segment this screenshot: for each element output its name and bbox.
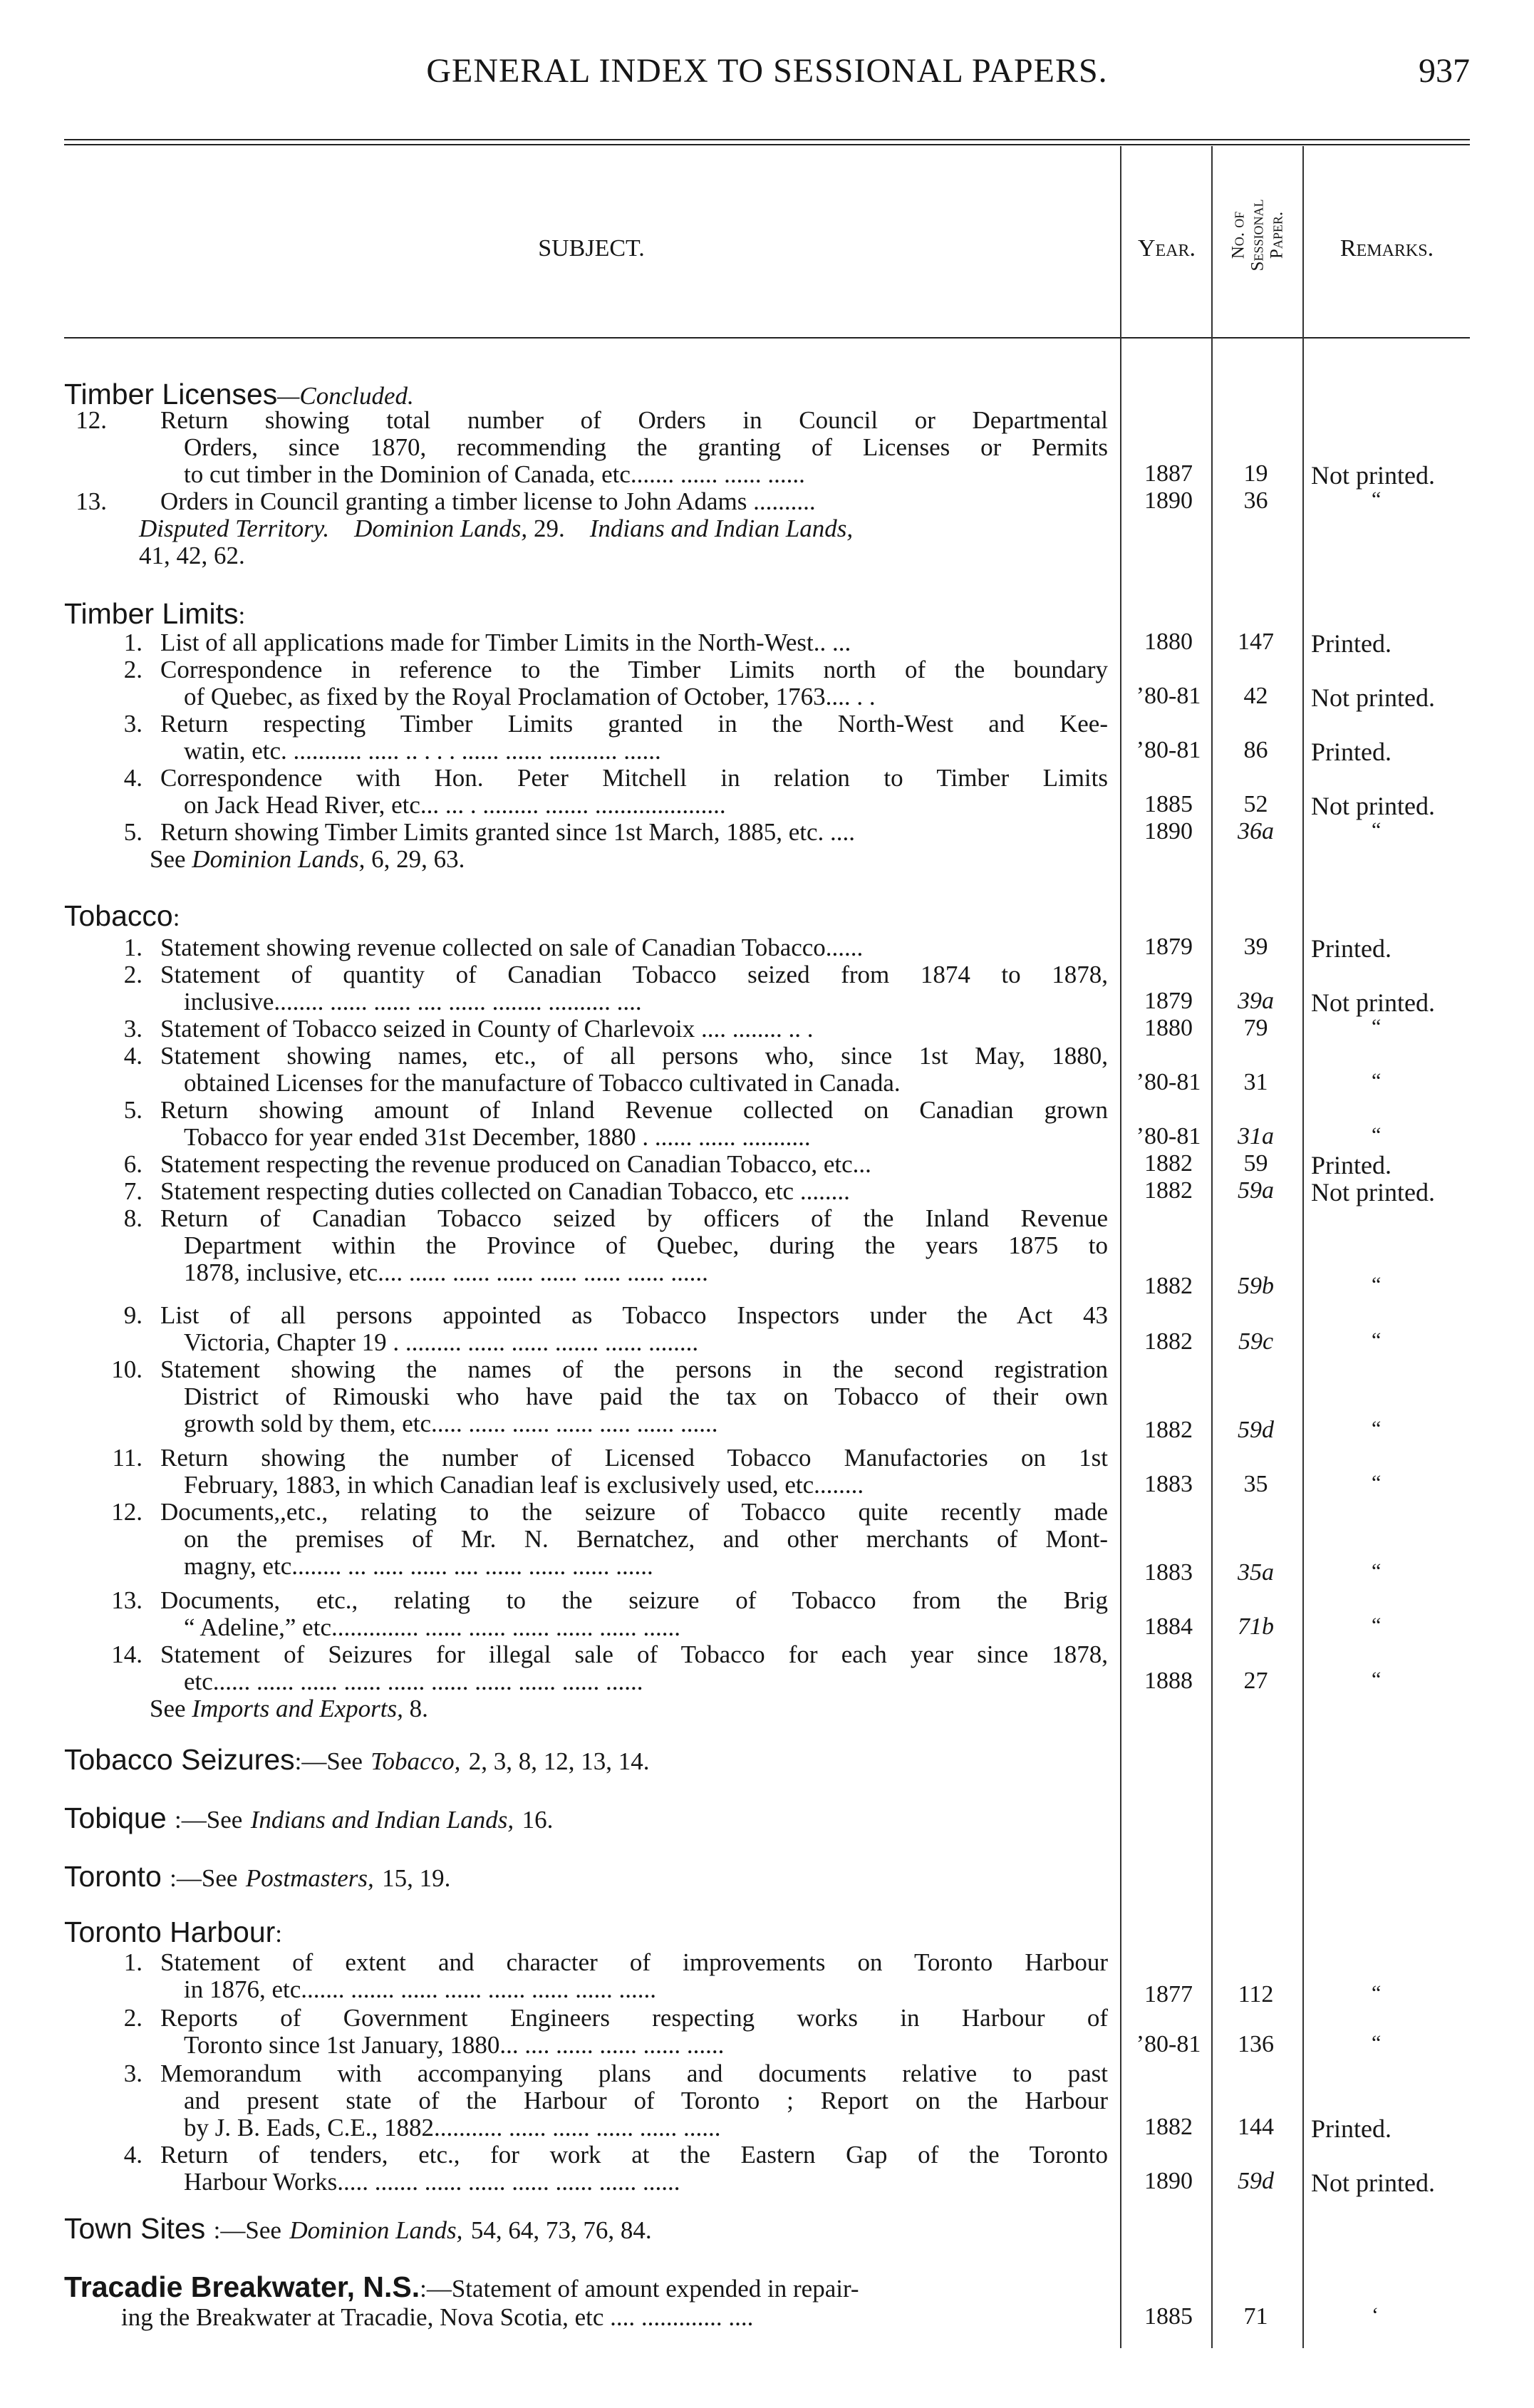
ditto-mark: “ xyxy=(1372,1471,1382,1494)
page-number: 937 xyxy=(1419,52,1470,90)
item-text: and present state of the Harbour of Toronto ; Report on the Harbour xyxy=(184,2087,1108,2114)
item-text: in 1876, etc....... ....... ...... ...... ...... ...... ...... ...... xyxy=(184,1975,657,2003)
year-cell: 1880 xyxy=(1144,629,1193,655)
heading-title: Tobacco xyxy=(64,899,173,932)
ditto-mark: “ xyxy=(1372,1668,1382,1691)
column-divider-year xyxy=(1120,146,1121,2348)
entry-heading-toronto xyxy=(64,1860,450,1893)
item-text: Documents,,etc., relating to the seizure of Tobacco quite recently made xyxy=(160,1498,1108,1526)
item-text: District of Rimouski who have paid the tax on Tobacco of their own xyxy=(184,1383,1108,1410)
paper-number-cell: 39a xyxy=(1238,988,1274,1014)
xref-target: Tobacco, xyxy=(370,1747,461,1775)
item-number: 3. xyxy=(123,1015,142,1043)
heading-title: Tobique xyxy=(64,1802,167,1834)
ditto-mark: “ xyxy=(1372,1015,1382,1038)
heading-see: :—See xyxy=(213,2216,281,2244)
entry-heading-tobacco xyxy=(64,899,180,933)
item-text: Statement of quantity of Canadian Tobacco seized from 1874 to 1878, xyxy=(160,961,1108,988)
item-text: February, 1883, in which Canadian leaf is exclusively used, etc........ xyxy=(184,1471,864,1499)
item-text: watin, etc. ........... ..... .. . . . ...... ...... ........... ...... xyxy=(184,737,661,765)
paper-number-cell: 136 xyxy=(1238,2031,1274,2057)
year-cell: ’80-81 xyxy=(1136,1069,1201,1095)
item-number: 5. xyxy=(123,1096,142,1124)
item-text: Return showing total number of Orders in Council or Departmental xyxy=(160,406,1108,434)
xref-1: Disputed Territory. xyxy=(139,515,330,542)
item-text: Tobacco for year ended 31st December, 1880 . ...... ...... ........... xyxy=(184,1123,811,1151)
column-divider-remarks xyxy=(1302,146,1304,2348)
item-text: of Quebec, as fixed by the Royal Proclamation of October, 1763.... . . xyxy=(184,683,876,710)
item-number: 3. xyxy=(123,2060,142,2087)
entry-heading-tobique xyxy=(64,1802,553,1835)
heading-text: :—Statement of amount expended in repair- xyxy=(420,2275,859,2303)
paper-number-cell: 27 xyxy=(1243,1668,1268,1694)
paper-number-cell: 71 xyxy=(1243,2303,1268,2330)
item-text: Statement showing revenue collected on sale of Canadian Tobacco...... xyxy=(160,934,864,961)
item-number: 2. xyxy=(123,961,142,988)
heading-title: Tobacco Seizures xyxy=(64,1743,295,1776)
xref-3-refs: 41, 42, 62. xyxy=(139,542,245,569)
item-text: 1878, inclusive, etc.... ...... ...... ...... ...... ...... ...... ...... xyxy=(184,1259,708,1286)
item-number: 3. xyxy=(123,710,142,738)
year-cell: ’80-81 xyxy=(1136,2031,1201,2057)
item-text: Statement respecting the revenue produced on Canadian Tobacco, etc... xyxy=(160,1150,871,1178)
remarks-cell: Printed. xyxy=(1311,738,1392,766)
heading-suffix: : xyxy=(275,1920,283,1948)
year-cell: 1888 xyxy=(1144,1668,1193,1694)
heading-see: :—See xyxy=(175,1806,243,1834)
item-number: 9. xyxy=(123,1301,142,1329)
ditto-mark: “ xyxy=(1372,1273,1382,1296)
year-cell: 1890 xyxy=(1144,487,1193,514)
item-number: 1. xyxy=(123,934,142,961)
item-number: 12. xyxy=(111,1498,142,1526)
item-text: etc...... ...... ...... ...... ...... ...... ...... ...... ...... ...... xyxy=(184,1668,643,1695)
paper-number-cell: 36a xyxy=(1238,818,1274,844)
paper-number-cell: 19 xyxy=(1243,460,1268,487)
no-header-line3: Paper. xyxy=(1267,211,1287,259)
item-text: Correspondence in reference to the Timber Limits north of the boundary xyxy=(160,656,1108,683)
item-text: growth sold by them, etc..... ...... ...... ...... ..... ...... ...... xyxy=(184,1410,718,1437)
item-text: on the premises of Mr. N. Bernatchez, and other merchants of Mont- xyxy=(184,1525,1108,1553)
year-column-header: Year. xyxy=(1137,235,1196,262)
item-number: 11. xyxy=(112,1444,142,1472)
item-text: Statement respecting duties collected on Canadian Tobacco, etc ........ xyxy=(160,1177,850,1205)
ditto-mark: ‘ xyxy=(1372,2303,1379,2327)
item-text: magny, etc........ ... ..... ...... .... ...... ...... ...... ...... xyxy=(184,1552,653,1580)
remarks-cell: Printed. xyxy=(1311,2114,1392,2143)
entry-heading-timber-limits xyxy=(64,597,245,631)
xref-target: Imports and Exports, xyxy=(192,1695,403,1722)
item-text: Harbour Works..... ....... ...... ...... ...... ...... ...... ...... xyxy=(184,2168,680,2196)
ditto-mark: “ xyxy=(1372,1559,1382,1583)
year-cell: 1890 xyxy=(1144,818,1193,844)
year-cell: 1882 xyxy=(1144,1150,1193,1177)
item-number: 4. xyxy=(123,764,142,792)
year-cell: 1882 xyxy=(1144,1177,1193,1204)
ditto-mark: “ xyxy=(1372,1613,1382,1637)
xref-refs: 16. xyxy=(522,1806,554,1834)
item-text: ing the Breakwater at Tracadie, Nova Scotia, etc .... ............. .... xyxy=(121,2303,754,2331)
item-number: 2. xyxy=(123,2004,142,2032)
year-cell: 1883 xyxy=(1144,1559,1193,1586)
year-cell: 1887 xyxy=(1144,460,1193,487)
heading-title: Tracadie Breakwater, N.S. xyxy=(64,2270,420,2303)
item-number: 13. xyxy=(76,487,107,515)
item-number: 10. xyxy=(111,1355,142,1383)
cross-reference xyxy=(150,1695,428,1723)
year-cell: 1890 xyxy=(1144,2168,1193,2194)
entry-heading-tobacco-seizures xyxy=(64,1743,650,1777)
item-number: 13. xyxy=(111,1586,142,1614)
item-text: List of all persons appointed as Tobacco Inspectors under the Act 43 xyxy=(160,1301,1108,1329)
ditto-mark: “ xyxy=(1372,818,1382,842)
heading-title: Timber Limits xyxy=(64,597,239,630)
heading-suffix: —Concluded. xyxy=(277,382,414,410)
no-header-line2: Sessional xyxy=(1248,199,1268,272)
remarks-cell: Printed. xyxy=(1311,934,1392,963)
paper-number-cell: 52 xyxy=(1243,791,1268,817)
xref-see: See xyxy=(150,845,186,873)
running-head xyxy=(64,51,1470,108)
paper-number-cell: 59a xyxy=(1238,1177,1274,1204)
paper-number-cell: 31 xyxy=(1243,1069,1268,1095)
xref-refs: 54, 64, 73, 76, 84. xyxy=(470,2216,652,2244)
item-text: inclusive........ ...... ...... .... ...... ........ .......... .... xyxy=(184,988,642,1016)
xref-3: Indians and Indian Lands, xyxy=(589,515,854,542)
ditto-mark: “ xyxy=(1372,1981,1382,2005)
ditto-mark: “ xyxy=(1372,2031,1382,2055)
heading-suffix: : xyxy=(172,904,180,931)
paper-number-cell: 144 xyxy=(1238,2114,1274,2140)
year-cell: 1882 xyxy=(1144,1328,1193,1355)
xref-refs: 15, 19. xyxy=(382,1864,451,1892)
cross-reference xyxy=(150,845,465,874)
year-cell: 1882 xyxy=(1144,2114,1193,2140)
year-cell: 1882 xyxy=(1144,1417,1193,1443)
year-cell: ’80-81 xyxy=(1136,1123,1201,1149)
item-number: 8. xyxy=(123,1204,142,1232)
year-cell: ’80-81 xyxy=(1136,683,1201,709)
running-title: GENERAL INDEX TO SESSIONAL PAPERS. xyxy=(426,52,1108,90)
remarks-cell: Printed. xyxy=(1311,1151,1392,1179)
item-text: Memorandum with accompanying plans and documents relative to past xyxy=(160,2060,1108,2087)
paper-number-cell: 36 xyxy=(1243,487,1268,514)
paper-number-cell: 59c xyxy=(1238,1328,1274,1355)
year-cell: 1879 xyxy=(1144,988,1193,1014)
item-text: Statement showing the names of the persons in the second registration xyxy=(160,1355,1108,1383)
xref-refs: 6, 29, 63. xyxy=(371,845,465,873)
item-text: Victoria, Chapter 19 . ......... ...... ...... ....... ...... ........ xyxy=(184,1328,699,1356)
heading-title: Town Sites xyxy=(64,2212,206,2245)
heading-title: Toronto xyxy=(64,1860,162,1893)
year-cell: 1885 xyxy=(1144,2303,1193,2330)
header-bottom-rule xyxy=(64,337,1470,339)
item-number: 7. xyxy=(123,1177,142,1205)
paper-number-cell: 59 xyxy=(1243,1150,1268,1177)
item-number: 1. xyxy=(123,629,142,656)
paper-number-cell: 59d xyxy=(1238,1417,1274,1443)
xref-see: See xyxy=(150,1695,186,1722)
remarks-cell: Not printed. xyxy=(1311,1178,1435,1206)
remarks-cell: Not printed. xyxy=(1311,461,1435,490)
paper-number-cell: 112 xyxy=(1238,1981,1274,2007)
item-number: 2. xyxy=(123,656,142,683)
remarks-cell: Not printed. xyxy=(1311,2169,1435,2197)
item-text: to cut timber in the Dominion of Canada, etc....... ...... ...... ...... xyxy=(184,460,805,488)
year-cell: 1879 xyxy=(1144,934,1193,960)
xref-target: Dominion Lands, xyxy=(192,845,366,873)
heading-see: :—See xyxy=(170,1864,238,1892)
xref-refs: 2, 3, 8, 12, 13, 14. xyxy=(468,1747,650,1775)
item-text: obtained Licenses for the manufacture of Tobacco cultivated in Canada. xyxy=(184,1069,901,1097)
item-text: on Jack Head River, etc... ... . ......... ....... ..................... xyxy=(184,791,726,819)
paper-number-cell: 71b xyxy=(1238,1613,1274,1640)
remarks-cell: Not printed. xyxy=(1311,988,1435,1017)
item-number: 4. xyxy=(123,2141,142,2169)
year-cell: ’80-81 xyxy=(1136,737,1201,763)
remarks-cell: Not printed. xyxy=(1311,683,1435,712)
year-cell: 1884 xyxy=(1144,1613,1193,1640)
xref-2: Dominion Lands, xyxy=(354,515,528,542)
item-number: 1. xyxy=(123,1948,142,1976)
heading-title: Toronto Harbour xyxy=(64,1916,276,1948)
paper-number-cell: 39 xyxy=(1243,934,1268,960)
item-text: Documents, etc., relating to the seizure of Tobacco from the Brig xyxy=(160,1586,1108,1614)
item-number: 14. xyxy=(111,1640,142,1668)
xref-refs: 8. xyxy=(409,1695,428,1722)
paper-number-cell: 86 xyxy=(1243,737,1268,763)
item-number: 12. xyxy=(76,406,107,434)
item-text: Return of Canadian Tobacco seized by officers of the Inland Revenue xyxy=(160,1204,1108,1232)
item-text: Correspondence with Hon. Peter Mitchell in relation to Timber Limits xyxy=(160,764,1108,792)
paper-number-cell: 42 xyxy=(1243,683,1268,709)
heading-title: Timber Licenses xyxy=(64,378,278,410)
item-text: Reports of Government Engineers respecting works in Harbour of xyxy=(160,2004,1108,2032)
paper-number-cell: 31a xyxy=(1238,1123,1274,1149)
paper-number-cell: 35 xyxy=(1243,1471,1268,1497)
xref-target: Postmasters, xyxy=(245,1864,374,1892)
paper-number-cell: 79 xyxy=(1243,1015,1268,1041)
item-text: Orders, since 1870, recommending the granting of Licenses or Permits xyxy=(184,433,1108,461)
ditto-mark: “ xyxy=(1372,1328,1382,1352)
item-text: Statement of Seizures for illegal sale of Tobacco for each year since 1878, xyxy=(160,1640,1108,1668)
item-text: Orders in Council granting a timber license to John Adams .......... xyxy=(160,487,816,515)
item-number: 6. xyxy=(123,1150,142,1178)
item-text: List of all applications made for Timber Limits in the North-West.. ... xyxy=(160,629,851,656)
paper-number-cell: 147 xyxy=(1238,629,1274,655)
cross-reference xyxy=(139,515,853,543)
subject-column-header: SUBJECT. xyxy=(538,235,645,262)
year-cell: 1885 xyxy=(1144,791,1193,817)
paper-number-cell: 59b xyxy=(1238,1273,1274,1299)
item-text: “ Adeline,” etc.............. ...... ...... ...... ...... ...... ...... xyxy=(184,1613,680,1641)
entry-heading-tracadie xyxy=(64,2270,859,2304)
entry-heading-town-sites xyxy=(64,2212,652,2246)
item-text: Department within the Province of Quebec, during the years 1875 to xyxy=(184,1231,1108,1259)
item-text: Return showing the number of Licensed Tobacco Manufactories on 1st xyxy=(160,1444,1108,1472)
item-number: 5. xyxy=(123,818,142,846)
item-text: Return showing amount of Inland Revenue collected on Canadian grown xyxy=(160,1096,1108,1124)
remarks-cell: Not printed. xyxy=(1311,792,1435,820)
ditto-mark: “ xyxy=(1372,1417,1382,1440)
year-cell: 1883 xyxy=(1144,1471,1193,1497)
sessional-paper-column-header xyxy=(1215,143,1300,328)
xref-target: Indians and Indian Lands, xyxy=(250,1806,514,1834)
top-rule xyxy=(64,139,1470,140)
item-text: by J. B. Eads, C.E., 1882........... ...... ...... ...... ...... ...... xyxy=(184,2114,721,2141)
entry-heading-toronto-harbour xyxy=(64,1916,282,1949)
item-number: 4. xyxy=(123,1042,142,1070)
item-text: Statement showing names, etc., of all persons who, since 1st May, 1880, xyxy=(160,1042,1108,1070)
year-cell: 1880 xyxy=(1144,1015,1193,1041)
remarks-cell: Printed. xyxy=(1311,629,1392,658)
no-header-line1: No. of xyxy=(1228,211,1248,259)
xref-target: Dominion Lands, xyxy=(289,2216,463,2244)
xref-2-refs: 29. xyxy=(533,515,565,542)
item-text: Statement of Tobacco seized in County of Charlevoix .... ........ .. . xyxy=(160,1015,814,1043)
paper-number-cell: 59d xyxy=(1238,2168,1274,2194)
ditto-mark: “ xyxy=(1372,1069,1382,1092)
heading-see: :—See xyxy=(294,1747,363,1775)
ditto-mark: “ xyxy=(1372,1123,1382,1147)
year-cell: 1882 xyxy=(1144,1273,1193,1299)
remarks-column-header: Remarks. xyxy=(1339,235,1434,262)
year-cell: 1877 xyxy=(1144,1981,1193,2007)
ditto-mark: “ xyxy=(1372,487,1382,511)
item-text: Return respecting Timber Limits granted in the North-West and Kee- xyxy=(160,710,1108,738)
item-text: Return showing Timber Limits granted since 1st March, 1885, etc. .... xyxy=(160,818,856,846)
heading-suffix: : xyxy=(238,601,246,629)
item-text: Statement of extent and character of improvements on Toronto Harbour xyxy=(160,1948,1108,1976)
item-text: Return of tenders, etc., for work at the Eastern Gap of the Toronto xyxy=(160,2141,1108,2169)
paper-number-cell: 35a xyxy=(1238,1559,1274,1586)
item-text: Toronto since 1st January, 1880... .... ...... ...... ...... ...... xyxy=(184,2031,725,2059)
